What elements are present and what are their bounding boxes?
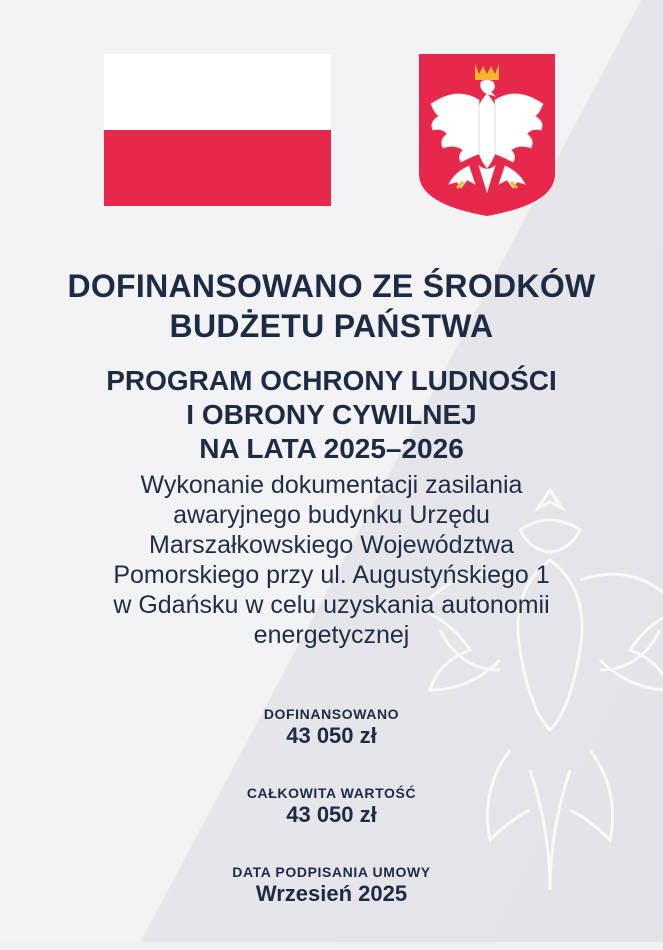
polish-eagle-emblem-icon (419, 54, 555, 216)
header-line-1: DOFINANSOWANO ZE ŚRODKÓW (67, 268, 596, 304)
description-line: Marszałkowskiego Województwa (149, 531, 514, 559)
flag-red-stripe (104, 130, 331, 206)
header-title (0, 266, 663, 346)
polish-flag (104, 54, 331, 206)
signing-date-label: DATA PODPISANIA UMOWY (232, 864, 431, 880)
project-description (0, 470, 663, 650)
total-value: 43 050 zł (286, 802, 377, 827)
description-line: Wykonanie dokumentacji zasilania (140, 471, 523, 499)
program-title (0, 364, 663, 466)
funding-label: DOFINANSOWANO (263, 706, 400, 722)
signing-date-value: Wrzesień 2025 (255, 881, 408, 906)
program-line-2: I OBRONY CYWILNEJ (186, 399, 477, 430)
description-line: energetycznej (253, 621, 410, 649)
description-line: w Gdańsku w celu uzyskania autonomii (113, 591, 550, 619)
flag-white-stripe (104, 54, 331, 130)
program-line-3: NA LATA 2025–2026 (199, 433, 464, 464)
funding-value: 43 050 zł (286, 723, 377, 748)
program-line-1: PROGRAM OCHRONY LUDNOŚCI (106, 365, 557, 396)
header-line-2: BUDŻETU PAŃSTWA (169, 308, 494, 344)
total-value-label: CAŁKOWITA WARTOŚĆ (246, 785, 417, 801)
description-line: awaryjnego budynku Urzędu (173, 501, 490, 529)
description-line: Pomorskiego przy ul. Augustyńskiego 1 (113, 561, 550, 589)
